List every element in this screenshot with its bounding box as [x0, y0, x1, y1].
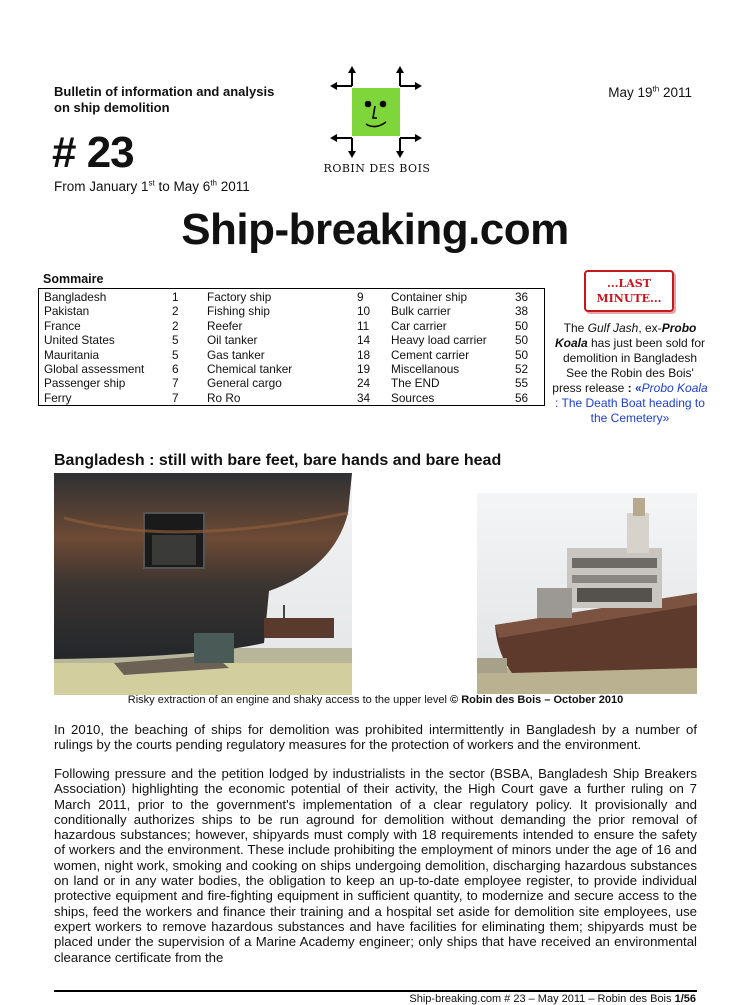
toc-item[interactable]: Pakistan 2 — [44, 304, 179, 319]
last-minute-badge — [584, 270, 674, 312]
toc-item[interactable]: Car carrier 50 — [391, 318, 529, 333]
logo-wordmark: ROBIN DES BOIS — [323, 162, 431, 175]
toc-column-1 — [44, 290, 184, 405]
photo-caption: Risky extraction of an engine and shaky access to the upper level © Robin des Bois – October 2010 — [127, 694, 624, 706]
toc-item[interactable]: Oil tanker 14 — [207, 333, 371, 348]
toc-item[interactable]: France 2 — [44, 318, 179, 333]
paragraph-1: In 2010, the beaching of ships for demolition was prohibited intermittently in Bangladesh by a number of rulings by the courts pending regulatory measures for the protection of workers and the environment. — [54, 722, 697, 753]
photo-ship-hull-engine-extraction — [54, 473, 352, 695]
toc-item[interactable]: Passenger ship 7 — [44, 376, 179, 391]
issue-period: From January 1st to May 6th 2011 — [54, 178, 250, 194]
table-of-contents — [38, 288, 545, 406]
page-number: 1/56 — [674, 993, 696, 1005]
toc-column-2 — [207, 290, 377, 405]
bulletin-line-2: on ship demolition — [54, 100, 170, 115]
footer-divider — [54, 990, 697, 992]
toc-item[interactable]: Bangladesh 1 — [44, 290, 179, 304]
bulletin-subtitle — [54, 84, 314, 116]
toc-item[interactable]: Miscellanous 52 — [391, 361, 529, 376]
toc-item[interactable]: General cargo 24 — [207, 376, 371, 391]
toc-column-3 — [391, 290, 541, 405]
site-title: Ship-breaking.com — [181, 205, 569, 254]
toc-item[interactable]: Mauritania 5 — [44, 347, 179, 362]
toc-item[interactable]: Global assessment 6 — [44, 361, 179, 376]
section-title: Bangladesh : still with bare feet, bare hands and bare head — [54, 452, 502, 469]
press-release-link[interactable]: «Probo Koala : The Death Boat heading to the Cemetery» — [555, 381, 708, 425]
page-footer: Ship-breaking.com # 23 – May 2011 – Robin des Bois 1/56 — [409, 993, 696, 1005]
toc-item[interactable]: Bulk carrier 38 — [391, 304, 529, 319]
issue-date: May 19th 2011 — [608, 84, 692, 100]
toc-item[interactable]: Reefer 11 — [207, 318, 370, 333]
toc-item[interactable]: Container ship 36 — [391, 290, 529, 304]
paragraph-2: Following pressure and the petition lodged by industrialists in the sector (BSBA, Bangladesh Ship Breakers Association) highlighting the economic potential of their activity, the High Court gave a further ruling on 7 March 2011, prior to the government's implementation of a clear regulatory policy. It provisionally and conditionally authorizes ships to be run aground for demolition without demanding the prior removal of hazardous substances; however, shipyards must comply with 18 requirements intended to ensure the safety of workers and the environment. These include prohibiting the employment of minors under the age of 16 and women, night work, smoking and cooking on ships undergoing demolition, discharging hazardous substances on land or in any water bodies, the obligation to keep an up-to-date employee register, to provide individual protective equipment and fire-fighting equipment in sufficient quantity, to modernize and secure access to the ships, feed the workers and finance their training and a hospital set aside for demolition site employees, use expert workers to remove hazardous substances and have facilities for eliminating them; shipyards must be placed under the supervision of a Marine Academy engineer; only ships that have received an environmental clearance certificate from the — [54, 766, 697, 965]
toc-item[interactable]: Heavy load carrier 50 — [391, 333, 529, 348]
badge-line-1: ...LAST — [607, 277, 651, 290]
toc-item[interactable]: Fishing ship 10 — [207, 304, 371, 319]
issue-number: # 23 — [52, 128, 134, 177]
toc-item[interactable]: Sources 56 — [391, 390, 529, 405]
photo-ship-upper-structure — [477, 493, 697, 694]
badge-line-2: MINUTE... — [596, 292, 662, 305]
sommaire-heading: Sommaire — [43, 272, 104, 286]
toc-item[interactable]: United States 5 — [44, 333, 179, 348]
toc-item[interactable]: Chemical tanker 19 — [207, 361, 371, 376]
bulletin-line-1: Bulletin of information and analysis — [54, 84, 275, 99]
toc-item[interactable]: Cement carrier 50 — [391, 347, 529, 362]
toc-item[interactable]: Factory ship 9 — [207, 290, 364, 304]
toc-item[interactable]: Ro Ro 34 — [207, 390, 371, 405]
toc-item[interactable]: The END 55 — [391, 376, 529, 391]
toc-item[interactable]: Gas tanker 18 — [207, 347, 371, 362]
toc-item[interactable]: Ferry 7 — [44, 390, 179, 405]
last-minute-news: The Gulf Jash, ex-Probo Koala has just been sold for demolition in Bangladesh See the Robin des Bois' press release : «Probo Koala : The Death Boat heading to the Cemetery» — [552, 321, 708, 425]
